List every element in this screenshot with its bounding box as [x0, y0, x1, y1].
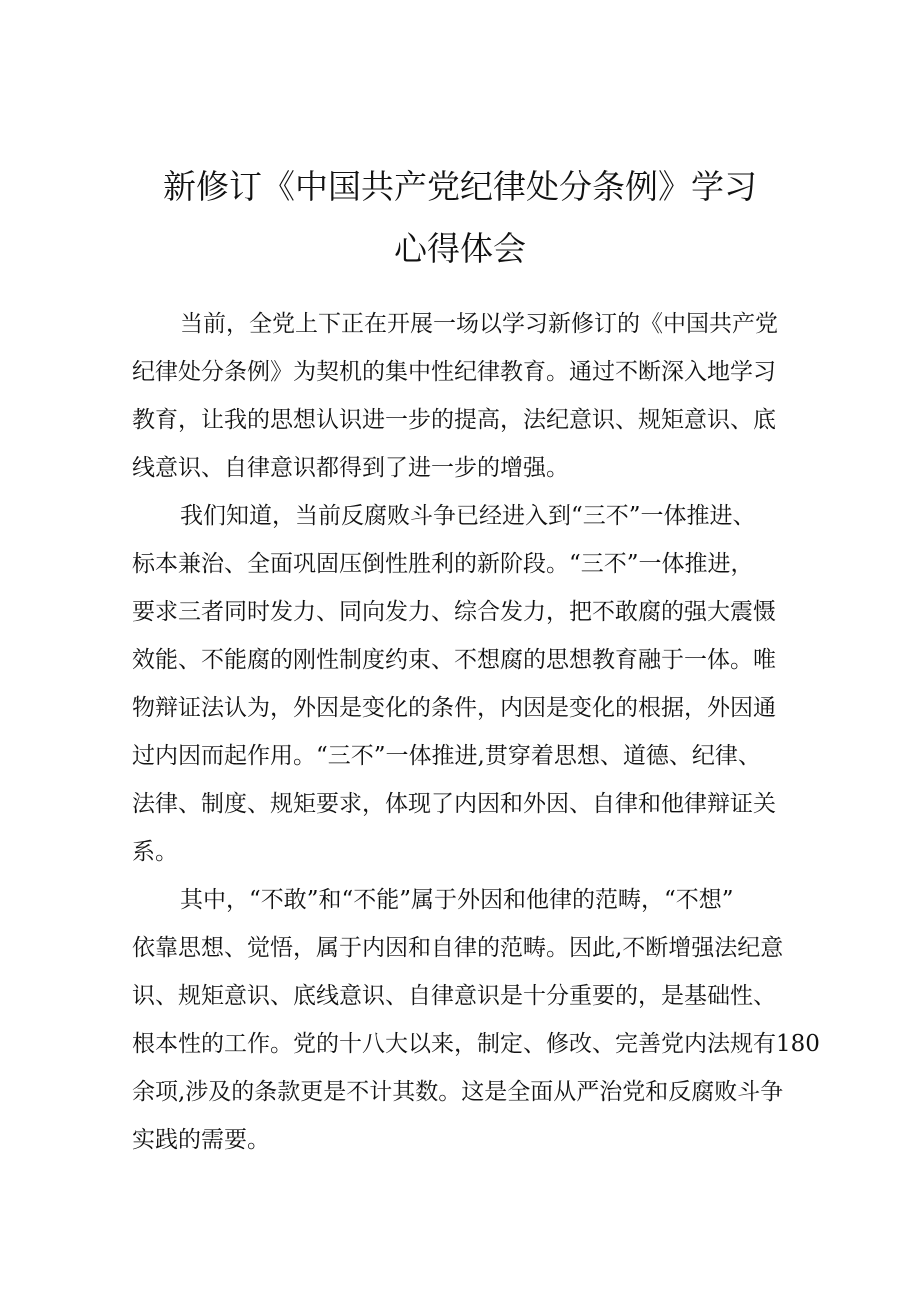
paragraph-line: 识、规矩意识、底线意识、自律意识是十分重要的，是基础性、	[132, 983, 776, 1009]
paragraph-line: 依靠思想、觉悟，属于内因和自律的范畴。因此,不断增强法纪意	[132, 935, 784, 961]
paragraph-line: 效能、不能腐的刚性制度约束、不想腐的思想教育融于一体。唯	[132, 647, 776, 673]
paragraph-1	[132, 300, 788, 492]
paragraph-line: 法律、制度、规矩要求，体现了内因和外因、自律和他律辩证关	[132, 791, 776, 817]
title-line-1: 新修订《中国共产党纪律处分条例》学习	[163, 167, 757, 206]
paragraph-3	[132, 876, 820, 1164]
paragraph-line: 实践的需要。	[132, 1127, 270, 1153]
paragraph-line: 过内因而起作用。“三不”一体推进,贯穿着思想、道德、纪律、	[132, 743, 761, 769]
document-body	[132, 300, 820, 1164]
paragraph-line: 纪律处分条例》为契机的集中性纪律教育。通过不断深入地学习	[132, 359, 776, 385]
paragraph-line: 我们知道，当前反腐败斗争已经进入到“三不”一体推进、	[180, 503, 756, 529]
paragraph-line: 当前，全党上下正在开展一场以学习新修订的《中国共产党	[180, 311, 778, 337]
paragraph-line: 物辩证法认为，外因是变化的条件，内因是变化的根据，外因通	[132, 695, 776, 721]
paragraph-2	[132, 492, 788, 876]
paragraph-line: 要求三者同时发力、同向发力、综合发力，把不敢腐的强大震慑	[132, 599, 776, 625]
document-title	[120, 156, 800, 280]
paragraph-line: 其中，“不敢”和“不能”属于外因和他律的范畴，“不想”	[180, 887, 734, 913]
paragraph-line: 线意识、自律意识都得到了进一步的增强。	[132, 455, 569, 481]
paragraph-line: 余项,涉及的条款更是不计其数。这是全面从严治党和反腐败斗争	[132, 1079, 784, 1105]
paragraph-line: 教育，让我的思想认识进一步的提高，法纪意识、规矩意识、底	[132, 407, 776, 433]
paragraph-line: 系。	[132, 839, 178, 865]
paragraph-line: 标本兼治、全面巩固压倒性胜利的新阶段。“三不”一体推进，	[132, 551, 754, 577]
paragraph-line: 根本性的工作。党的十八大以来，制定、修改、完善党内法规有180	[132, 1031, 820, 1057]
title-line-2: 心得体会	[394, 229, 526, 268]
